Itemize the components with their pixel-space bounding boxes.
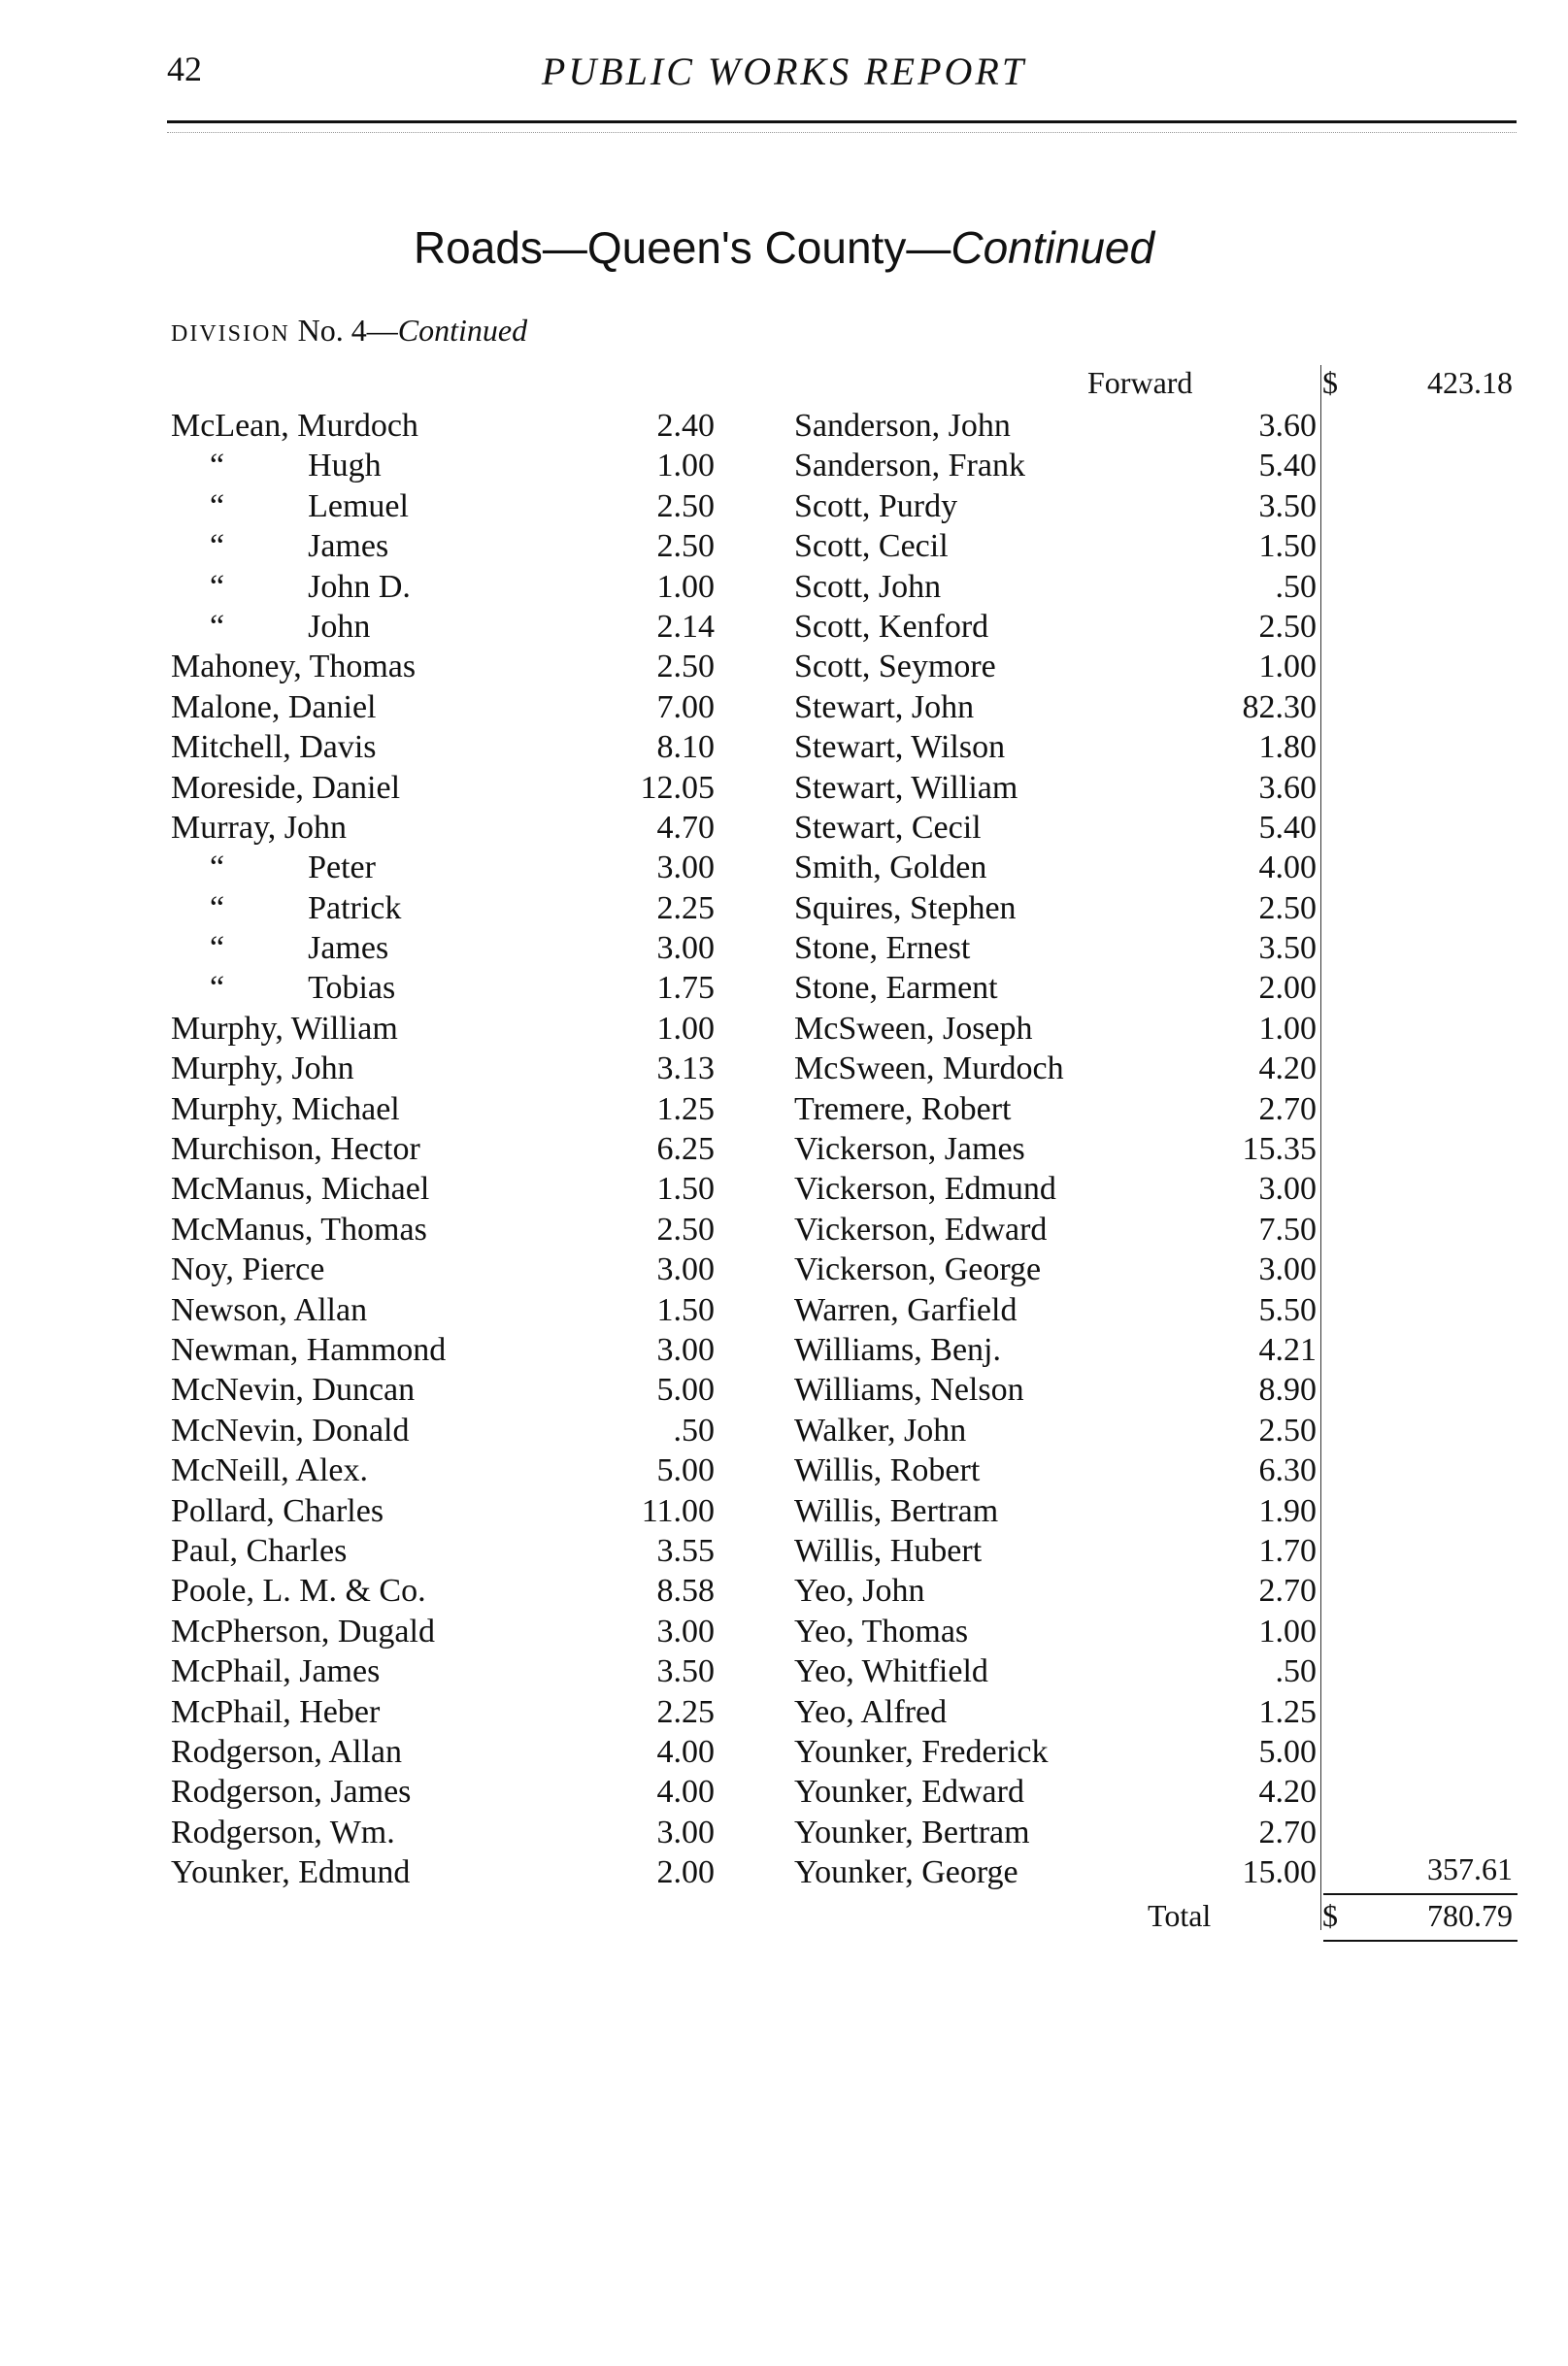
ditto-mark: “ (210, 608, 225, 645)
entry-name: Vickerson, Edmund (794, 1171, 1056, 1208)
entry-amount: 1.50 (1258, 528, 1317, 565)
entry-amount: 5.00 (656, 1452, 715, 1489)
entry-amount: 15.00 (1242, 1854, 1317, 1891)
entry-amount: 8.90 (1258, 1372, 1317, 1409)
entry-amount: 5.50 (1258, 1291, 1317, 1328)
section-title (0, 221, 1568, 274)
entry-amount: 1.25 (656, 1090, 715, 1127)
header-rule (167, 120, 1517, 123)
amount-column-divider (1320, 365, 1321, 1930)
entry-name: Stewart, William (794, 769, 1018, 806)
entry-amount: 2.50 (1258, 1412, 1317, 1449)
subtotal-amount: 357.61 (1427, 1851, 1513, 1886)
entry-amount: 2.00 (656, 1854, 715, 1891)
division-continued: Continued (397, 313, 528, 348)
entry-name-ditto (210, 526, 388, 566)
entry-amount: 15.35 (1242, 1131, 1317, 1168)
right-name-column (794, 406, 1320, 1892)
entry-amount: 2.50 (656, 1211, 715, 1248)
list-item (171, 1813, 715, 1852)
entry-name: Younker, Edmund (171, 1854, 411, 1891)
entry-amount: 1.80 (1258, 729, 1317, 766)
list-item (794, 1491, 1320, 1531)
given-name: James (308, 528, 389, 565)
list-item (794, 1732, 1320, 1772)
ditto-mark: “ (210, 930, 225, 967)
list-item (171, 888, 715, 928)
ditto-mark: “ (210, 889, 225, 926)
list-item (171, 968, 715, 1008)
entry-amount: 4.21 (1258, 1331, 1317, 1368)
list-item (171, 1732, 715, 1772)
forward-label: Forward (1087, 365, 1193, 400)
list-item (171, 1612, 715, 1651)
list-item (171, 406, 715, 446)
entry-amount: 3.50 (1258, 930, 1317, 967)
list-item (794, 1813, 1320, 1852)
entry-amount: 2.40 (656, 408, 715, 444)
list-item (794, 1089, 1320, 1129)
entry-name: Newman, Hammond (171, 1331, 447, 1368)
entry-amount: 3.00 (656, 1331, 715, 1368)
entry-name: McPhail, James (171, 1653, 381, 1690)
entry-name: Stewart, Cecil (794, 809, 982, 846)
entry-name: Sanderson, John (794, 408, 1011, 444)
division-number: No. 4— (297, 313, 398, 348)
entry-name: McLean, Murdoch (171, 408, 418, 444)
entry-name: Williams, Benj. (794, 1331, 1001, 1368)
entry-amount: 3.13 (656, 1050, 715, 1087)
header-dotted-rule (167, 132, 1517, 133)
list-item (794, 727, 1320, 767)
list-item (171, 1531, 715, 1571)
entry-name: Rodgerson, Wm. (171, 1814, 395, 1850)
list-item (794, 1129, 1320, 1169)
given-name: Tobias (308, 970, 396, 1007)
given-name: James (308, 930, 389, 967)
entry-amount: 1.00 (656, 568, 715, 605)
entry-name: Mahoney, Thomas (171, 649, 417, 685)
list-item (171, 1491, 715, 1531)
entry-amount: 5.00 (656, 1372, 715, 1409)
entry-name: McNevin, Duncan (171, 1372, 416, 1409)
list-item (794, 1250, 1320, 1289)
entry-amount: 5.40 (1258, 809, 1317, 846)
given-name: John (308, 608, 371, 645)
list-item (794, 1612, 1320, 1651)
ditto-mark: “ (210, 568, 225, 605)
list-item (794, 1692, 1320, 1732)
entry-amount: 3.50 (656, 1653, 715, 1690)
entry-amount: 1.00 (1258, 1010, 1317, 1047)
entry-name: Poole, L. M. & Co. (171, 1573, 426, 1610)
entry-amount: 1.75 (656, 970, 715, 1007)
list-item (171, 1330, 715, 1370)
entry-name: Stone, Ernest (794, 930, 971, 967)
entry-name: Rodgerson, Allan (171, 1733, 402, 1770)
list-item (171, 848, 715, 887)
list-item (794, 928, 1320, 968)
entry-name: Vickerson, Edward (794, 1211, 1048, 1248)
entry-name: Vickerson, George (794, 1251, 1042, 1288)
entry-amount: 3.50 (1258, 487, 1317, 524)
entry-name: Rodgerson, James (171, 1774, 412, 1811)
entry-name: Scott, Kenford (794, 608, 989, 645)
entry-amount: 12.05 (640, 769, 715, 806)
entry-name: Smith, Golden (794, 850, 987, 886)
entry-amount: .50 (1275, 1653, 1317, 1690)
entry-amount: 3.00 (656, 1613, 715, 1650)
entry-name: Newson, Allan (171, 1291, 368, 1328)
entry-amount: 1.50 (656, 1171, 715, 1208)
entry-name-ditto (210, 848, 376, 887)
entry-amount: 4.70 (656, 809, 715, 846)
list-item (171, 486, 715, 526)
entry-name: McSween, Murdoch (794, 1050, 1064, 1087)
entry-name: Mitchell, Davis (171, 729, 377, 766)
list-item (794, 1450, 1320, 1490)
entry-name: McSween, Joseph (794, 1010, 1033, 1047)
entry-name: Younker, Bertram (794, 1814, 1030, 1850)
entry-name: Scott, John (794, 568, 942, 605)
entry-amount: 1.50 (656, 1291, 715, 1328)
given-name: Hugh (308, 448, 382, 484)
list-item (171, 1089, 715, 1129)
entry-amount: 1.00 (1258, 1613, 1317, 1650)
ditto-mark: “ (210, 850, 225, 886)
list-item (794, 567, 1320, 607)
entry-amount: 11.00 (641, 1492, 715, 1529)
entry-amount: 1.70 (1258, 1532, 1317, 1569)
list-item (794, 1370, 1320, 1410)
entry-amount: 2.14 (656, 608, 715, 645)
title-main: Roads—Queen's County— (413, 222, 951, 273)
entry-name-ditto (210, 968, 395, 1008)
list-item (171, 1772, 715, 1812)
entry-amount: 7.50 (1258, 1211, 1317, 1248)
list-item (171, 1852, 715, 1892)
ditto-mark: “ (210, 448, 225, 484)
page-number: 42 (167, 50, 202, 88)
list-item (171, 1009, 715, 1049)
list-item (171, 768, 715, 808)
entry-amount: 4.00 (1258, 850, 1317, 886)
entry-amount: 1.25 (1258, 1693, 1317, 1730)
entry-name: Pollard, Charles (171, 1492, 384, 1529)
list-item (171, 526, 715, 566)
entry-amount: 3.00 (656, 930, 715, 967)
entry-name: Murphy, Michael (171, 1090, 400, 1127)
list-item (171, 1651, 715, 1691)
division-heading (171, 313, 527, 349)
list-item (794, 486, 1320, 526)
entry-amount: 2.25 (656, 1693, 715, 1730)
entry-name: Yeo, Whitfield (794, 1653, 988, 1690)
list-item (171, 1370, 715, 1410)
list-item (794, 1531, 1320, 1571)
entry-name: Scott, Cecil (794, 528, 949, 565)
entry-amount: 2.50 (656, 487, 715, 524)
ditto-mark: “ (210, 528, 225, 565)
entry-amount: 3.00 (656, 1814, 715, 1850)
entry-amount: 7.00 (656, 688, 715, 725)
entry-name: Moreside, Daniel (171, 769, 401, 806)
left-name-column (171, 406, 715, 1892)
entry-amount: 2.00 (1258, 970, 1317, 1007)
entry-name-ditto (210, 888, 401, 928)
list-item (794, 888, 1320, 928)
forward-dollar-sign: $ (1322, 365, 1338, 400)
list-item (794, 406, 1320, 446)
list-item (171, 1411, 715, 1450)
list-item (171, 567, 715, 607)
entry-amount: 8.58 (656, 1573, 715, 1610)
list-item (171, 727, 715, 767)
entry-name-ditto (210, 928, 388, 968)
entry-amount: 3.00 (656, 1251, 715, 1288)
list-item (171, 687, 715, 727)
list-item (794, 1651, 1320, 1691)
list-item (794, 1852, 1320, 1892)
entry-name: Stewart, Wilson (794, 729, 1006, 766)
list-item (794, 446, 1320, 485)
list-item (794, 607, 1320, 647)
entry-amount: 3.00 (1258, 1171, 1317, 1208)
entry-amount: 3.00 (656, 850, 715, 886)
list-item (794, 808, 1320, 848)
entry-amount: 8.10 (656, 729, 715, 766)
given-name: Lemuel (308, 487, 409, 524)
entry-amount: 2.25 (656, 889, 715, 926)
list-item (794, 968, 1320, 1008)
entry-name: Yeo, Alfred (794, 1693, 948, 1730)
division-label: DIVISION (171, 321, 290, 347)
ditto-mark: “ (210, 487, 225, 524)
entry-name: Paul, Charles (171, 1532, 348, 1569)
entry-amount: 4.20 (1258, 1774, 1317, 1811)
list-item (794, 848, 1320, 887)
entry-name: Noy, Pierce (171, 1251, 325, 1288)
list-item (794, 1049, 1320, 1088)
entry-amount: .50 (673, 1412, 715, 1449)
running-head: PUBLIC WORKS REPORT (541, 50, 1027, 93)
list-item (171, 928, 715, 968)
entry-name: McNeill, Alex. (171, 1452, 369, 1489)
entry-name: Malone, Daniel (171, 688, 377, 725)
entry-amount: 3.55 (656, 1532, 715, 1569)
list-item (171, 1571, 715, 1611)
list-item (171, 1210, 715, 1250)
entry-amount: 1.00 (656, 448, 715, 484)
entry-amount: 82.30 (1242, 688, 1317, 725)
entry-name: Williams, Nelson (794, 1372, 1024, 1409)
entry-amount: 3.60 (1258, 408, 1317, 444)
entry-name: Tremere, Robert (794, 1090, 1012, 1127)
entry-name: Yeo, John (794, 1573, 925, 1610)
list-item (794, 526, 1320, 566)
list-item (171, 607, 715, 647)
entry-amount: 5.40 (1258, 448, 1317, 484)
entry-amount: .50 (1275, 568, 1317, 605)
entry-name-ditto (210, 607, 370, 647)
list-item (794, 1772, 1320, 1812)
entry-name: Vickerson, James (794, 1131, 1025, 1168)
list-item (171, 1692, 715, 1732)
entry-name: Squires, Stephen (794, 889, 1017, 926)
entry-name: McNevin, Donald (171, 1412, 410, 1449)
entry-name: Murphy, John (171, 1050, 354, 1087)
entry-amount: 5.00 (1258, 1733, 1317, 1770)
entry-amount: 6.30 (1258, 1452, 1317, 1489)
entry-amount: 3.60 (1258, 769, 1317, 806)
list-item (794, 1411, 1320, 1450)
list-item (794, 1210, 1320, 1250)
list-item (171, 1049, 715, 1088)
entry-amount: 2.70 (1258, 1573, 1317, 1610)
list-item (794, 768, 1320, 808)
entry-amount: 2.50 (656, 649, 715, 685)
given-name: John D. (308, 568, 411, 605)
entry-name: Willis, Robert (794, 1452, 981, 1489)
list-item (794, 647, 1320, 686)
total-rule (1323, 1893, 1518, 1895)
entry-amount: 3.00 (1258, 1251, 1317, 1288)
entry-name: Scott, Purdy (794, 487, 958, 524)
entry-name-ditto (210, 446, 382, 485)
entry-name: McManus, Michael (171, 1171, 430, 1208)
list-item (171, 1290, 715, 1330)
total-amount: 780.79 (1427, 1898, 1513, 1933)
list-item (171, 808, 715, 848)
entry-name: McPherson, Dugald (171, 1613, 435, 1650)
entry-amount: 2.70 (1258, 1090, 1317, 1127)
total-label: Total (1148, 1898, 1212, 1933)
entry-name: Stone, Earment (794, 970, 998, 1007)
forward-amount: 423.18 (1427, 365, 1513, 400)
list-item (171, 1169, 715, 1209)
entry-amount: 4.00 (656, 1774, 715, 1811)
entry-name: Yeo, Thomas (794, 1613, 969, 1650)
list-item (171, 446, 715, 485)
entry-name-ditto (210, 567, 411, 607)
page-header (0, 0, 1568, 146)
title-continued: Continued (951, 222, 1155, 273)
entry-name: Warren, Garfield (794, 1291, 1018, 1328)
given-name: Peter (308, 850, 376, 886)
entry-name: Stewart, John (794, 688, 975, 725)
given-name: Patrick (308, 889, 402, 926)
list-item (794, 1330, 1320, 1370)
entry-amount: 1.00 (1258, 649, 1317, 685)
entry-amount: 2.70 (1258, 1814, 1317, 1850)
entry-amount: 4.00 (656, 1733, 715, 1770)
list-item (794, 1009, 1320, 1049)
entry-amount: 1.00 (656, 1010, 715, 1047)
list-item (171, 1129, 715, 1169)
list-item (794, 687, 1320, 727)
list-item (794, 1169, 1320, 1209)
entry-amount: 1.90 (1258, 1492, 1317, 1529)
entry-amount: 2.50 (656, 528, 715, 565)
list-item (794, 1571, 1320, 1611)
entry-name: Willis, Hubert (794, 1532, 983, 1569)
entry-name: Walker, John (794, 1412, 967, 1449)
entry-name: McPhail, Heber (171, 1693, 381, 1730)
entry-amount: 6.25 (656, 1131, 715, 1168)
list-item (171, 1450, 715, 1490)
ditto-mark: “ (210, 970, 225, 1007)
list-item (794, 1290, 1320, 1330)
entry-name: McManus, Thomas (171, 1211, 427, 1248)
entry-name: Younker, Edward (794, 1774, 1024, 1811)
list-item (171, 647, 715, 686)
entry-name: Murchison, Hector (171, 1131, 420, 1168)
entry-amount: 2.50 (1258, 889, 1317, 926)
entry-name: Scott, Seymore (794, 649, 996, 685)
total-dollar-sign: $ (1322, 1898, 1338, 1933)
entry-name: Willis, Bertram (794, 1492, 999, 1529)
entry-name: Murray, John (171, 809, 347, 846)
entry-name-ditto (210, 486, 409, 526)
entry-amount: 2.50 (1258, 608, 1317, 645)
entry-name: Younker, Frederick (794, 1733, 1049, 1770)
list-item (171, 1250, 715, 1289)
entry-name: Murphy, William (171, 1010, 398, 1047)
entry-name: Sanderson, Frank (794, 448, 1025, 484)
entry-name: Younker, George (794, 1854, 1018, 1891)
entry-amount: 4.20 (1258, 1050, 1317, 1087)
total-bottom-rule (1323, 1940, 1518, 1942)
